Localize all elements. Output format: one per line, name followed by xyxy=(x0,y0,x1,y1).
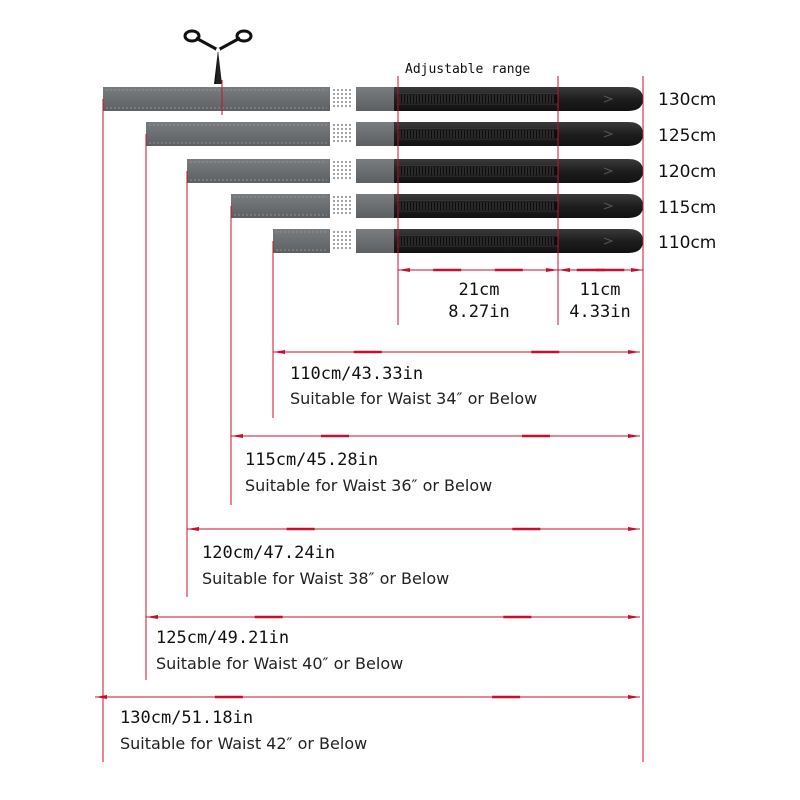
belt-size-label-130: 130cm xyxy=(658,90,717,110)
belt-cut-dots xyxy=(333,196,351,214)
belt-strap-gray-2 xyxy=(356,194,396,218)
spec-length-125: 125cm/49.21in xyxy=(156,628,290,648)
measure-110 xyxy=(273,350,640,354)
measure-115 xyxy=(231,434,640,438)
measure-120 xyxy=(187,527,640,531)
belt-125 xyxy=(146,122,643,146)
belt-strap-gray-2 xyxy=(356,122,396,146)
belt-strap-gray xyxy=(146,122,330,146)
belt-120 xyxy=(187,159,643,183)
belt-strap-gray-2 xyxy=(356,87,396,111)
belt-size-label-125: 125cm xyxy=(658,126,717,146)
belt-strap-gray xyxy=(187,159,330,183)
belt-strap-gray-2 xyxy=(356,159,396,183)
buckle-end-length-cm: 11cm xyxy=(579,280,621,300)
belt-cut-dots xyxy=(333,161,351,179)
measure-adjustable xyxy=(398,268,558,272)
belt-strap-gray xyxy=(103,87,330,111)
scissors-icon xyxy=(185,31,251,84)
measure-buckle-end xyxy=(558,268,643,272)
belt-strap-gray xyxy=(231,194,330,218)
belt-115 xyxy=(231,194,643,218)
spec-waist-125: Suitable for Waist 40″ or Below xyxy=(156,654,404,673)
spec-length-130: 130cm/51.18in xyxy=(120,708,254,728)
belt-size-label-115: 115cm xyxy=(658,198,717,218)
spec-waist-130: Suitable for Waist 42″ or Below xyxy=(120,734,368,753)
spec-length-115: 115cm/45.28in xyxy=(245,450,379,470)
measure-130 xyxy=(95,695,640,699)
adjustable-length-cm: 21cm xyxy=(458,280,500,300)
belt-size-label-120: 120cm xyxy=(658,162,717,182)
spec-waist-110: Suitable for Waist 34″ or Below xyxy=(290,389,538,408)
belt-strap-gray xyxy=(273,229,330,253)
measure-125 xyxy=(146,615,640,619)
belt-cut-dots xyxy=(333,89,351,107)
spec-length-120: 120cm/47.24in xyxy=(202,543,336,563)
spec-length-110: 110cm/43.33in xyxy=(290,364,424,384)
buckle-end-length-in: 4.33in xyxy=(569,302,631,322)
belt-strap-gray-2 xyxy=(356,229,396,253)
spec-waist-120: Suitable for Waist 38″ or Below xyxy=(202,569,450,588)
belt-cut-dots xyxy=(333,124,351,142)
belt-110 xyxy=(273,229,643,253)
belt-cut-dots xyxy=(333,231,351,249)
belt-size-label-110: 110cm xyxy=(658,233,717,253)
adjustable-range-label: Adjustable range xyxy=(405,62,531,77)
adjustable-length-in: 8.27in xyxy=(448,302,510,322)
belt-130 xyxy=(103,87,643,111)
spec-waist-115: Suitable for Waist 36″ or Below xyxy=(245,476,493,495)
